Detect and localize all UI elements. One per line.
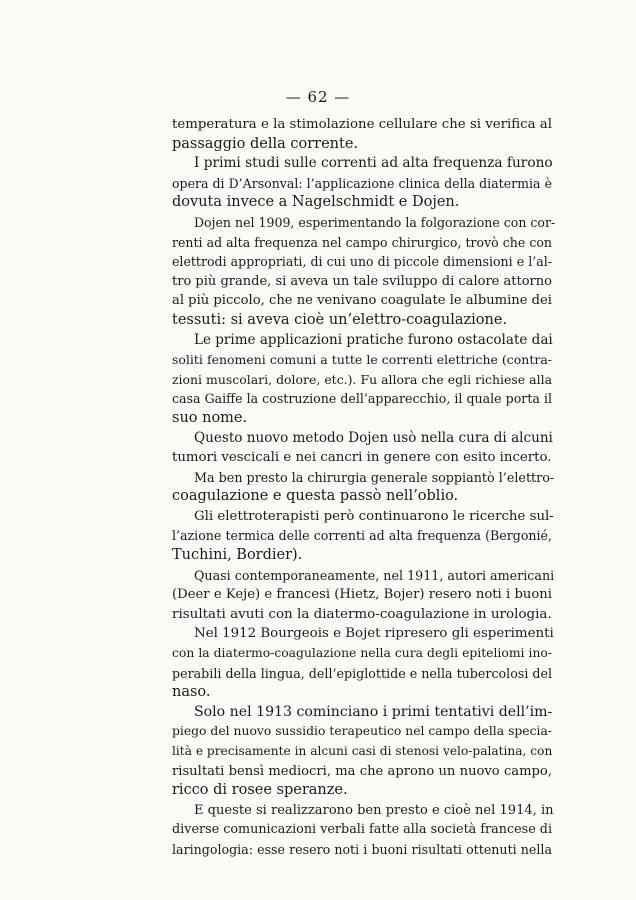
text-line: casa Gaiffe la costruzione dell’apparecchio, il quale porta il — [172, 391, 552, 407]
text-line: renti ad alta frequenza nel campo chirurgico, trovò che con — [172, 234, 552, 250]
text-line: lità e precisamente in alcuni casi di stenosi velo-palatina, con — [172, 744, 553, 758]
text-line: Le prime applicazioni pratiche furono ostacolate dai — [194, 331, 553, 348]
text-line: I primi studi sulle correnti ad alta frequenza furono — [194, 155, 553, 172]
text-line: opera di D’Arsonval: l’applicazione clinica della diatermia è — [172, 175, 552, 191]
text-line: coagulazione e questa passò nell’oblio. — [172, 488, 459, 505]
text-line: tessuti: si aveva cioè un’elettro-coagulazione. — [172, 311, 508, 328]
text-line: Questo nuovo metodo Dojen usò nella cura di alcuni — [194, 429, 553, 446]
text-line: dovuta invece a Nagelschmidt e Dojen. — [172, 194, 460, 211]
text-line: perabili della lingua, dell’epiglottide e nella tubercolosi del — [172, 665, 553, 681]
text-line: diverse comunicazioni verbali fatte alla società francese di — [172, 822, 553, 838]
text-line: ricco di rosee speranze. — [172, 782, 348, 799]
text-line: Ma ben presto la chirurgia generale soppiantò l’elettro- — [194, 469, 555, 485]
text-line: temperatura e la stimolazione cellulare che si verifica al — [172, 117, 552, 132]
text-line: Solo nel 1913 cominciano i primi tentativi dell’im- — [194, 703, 553, 720]
text-line: risultati bensì mediocri, ma che aprono un nuovo campo, — [172, 763, 552, 779]
text-line: Quasi contemporaneamente, nel 1911, autori americani — [194, 567, 555, 583]
text-line: Tuchini, Bordier). — [172, 547, 303, 564]
text-line: con la diatermo-coagulazione nella cura degli epiteliomi ino- — [172, 646, 552, 661]
page-number: — 62 — — [285, 88, 351, 106]
text-line: Dojen nel 1909, esperimentando la folgorazione con cor- — [194, 214, 556, 230]
text-line: laringologia: esse resero noti i buoni risultati ottenuti nella — [172, 841, 552, 857]
body-text — [172, 115, 556, 860]
text-line: tro più grande, si aveva un tale sviluppo di calore attorno — [172, 273, 553, 289]
text-line: Nel 1912 Bourgeois e Bojet ripresero gli esperimenti — [194, 626, 554, 642]
text-line: elettrodi appropriati, di cui uno di piccole dimensioni e l’al- — [172, 254, 552, 270]
text-line: passaggio della corrente. — [172, 135, 359, 152]
text-line: suo nome. — [172, 409, 248, 426]
text-line: naso. — [172, 684, 211, 701]
text-line: Gli elettroterapisti però continuarono le ricerche sul- — [194, 508, 554, 524]
text-line: tumori vescicali e nei cancri in genere con esito incerto. — [172, 450, 552, 466]
text-line: (Deer e Keje) e francesi (Hietz, Bojer) resero noti i buoni — [172, 587, 552, 603]
text-line: al più piccolo, che ne venivano coagulate le albumine dei — [172, 293, 552, 309]
text-line: soliti fenomeni comuni a tutte le correnti elettriche (contra- — [172, 352, 552, 368]
text-line: E queste si realizzarono ben presto e cioè nel 1914, in — [194, 802, 554, 818]
text-line: zioni muscolari, dolore, etc.). Fu allora che egli richiese alla — [172, 371, 552, 387]
text-line: piego del nuovo sussidio terapeutico nel campo della specia- — [172, 724, 552, 739]
text-line: l’azione termica delle correnti ad alta frequenza (Bergonié, — [172, 528, 552, 544]
text-line: risultati avuti con la diatermo-coagulazione in urologia. — [172, 605, 552, 622]
